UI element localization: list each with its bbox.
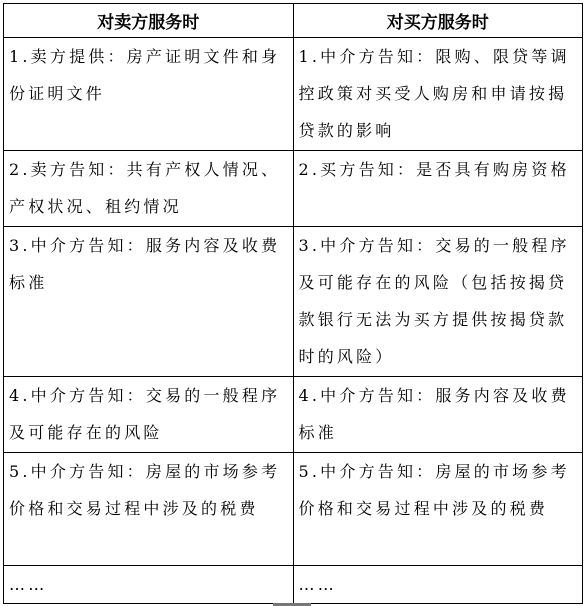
table-row [4,453,583,566]
table-row [4,151,583,227]
seller-cell-text: 2.卖方告知：共有产权人情况、产权状况、租约情况 [9,160,281,216]
table-row [4,38,583,151]
table-row [4,377,583,453]
buyer-cell-text: 1.中介方告知：限购、限贷等调控政策对买受人购房和申请按揭贷款的影响 [298,47,570,140]
table-row [4,227,583,377]
seller-cell [4,566,294,604]
seller-cell [4,38,294,151]
buyer-cell [293,38,583,151]
buyer-cell [293,151,583,227]
header-buyer: 对买方服务时 [293,4,583,38]
seller-cell [4,151,294,227]
buyer-cell-text: 2.买方告知：是否具有购房资格 [298,160,570,179]
seller-cell-text: …… [9,575,48,594]
service-comparison-table [3,3,583,604]
buyer-cell-text: 4.中介方告知：服务内容及收费标准 [298,386,570,442]
table-row [4,566,583,604]
seller-cell [4,377,294,453]
buyer-cell [293,227,583,377]
buyer-cell-text: …… [298,575,337,594]
buyer-cell [293,566,583,604]
seller-cell-text: 1.卖方提供：房产证明文件和身份证明文件 [9,47,281,103]
seller-cell-text: 4.中介方告知：交易的一般程序及可能存在的风险 [9,386,281,442]
header-seller: 对卖方服务时 [4,4,294,38]
buyer-cell-text: 5.中介方告知：房屋的市场参考价格和交易过程中涉及的税费 [298,462,570,518]
buyer-cell-text: 3.中介方告知：交易的一般程序及可能存在的风险（包括按揭贷款银行无法为买方提供按揭贷款时的风险） [298,236,570,366]
buyer-cell [293,453,583,566]
buyer-cell [293,377,583,453]
seller-cell [4,227,294,377]
seller-cell [4,453,294,566]
table-header-row [4,4,583,38]
seller-cell-text: 3.中介方告知：服务内容及收费标准 [9,236,281,292]
seller-cell-text: 5.中介方告知：房屋的市场参考价格和交易过程中涉及的税费 [9,462,281,518]
